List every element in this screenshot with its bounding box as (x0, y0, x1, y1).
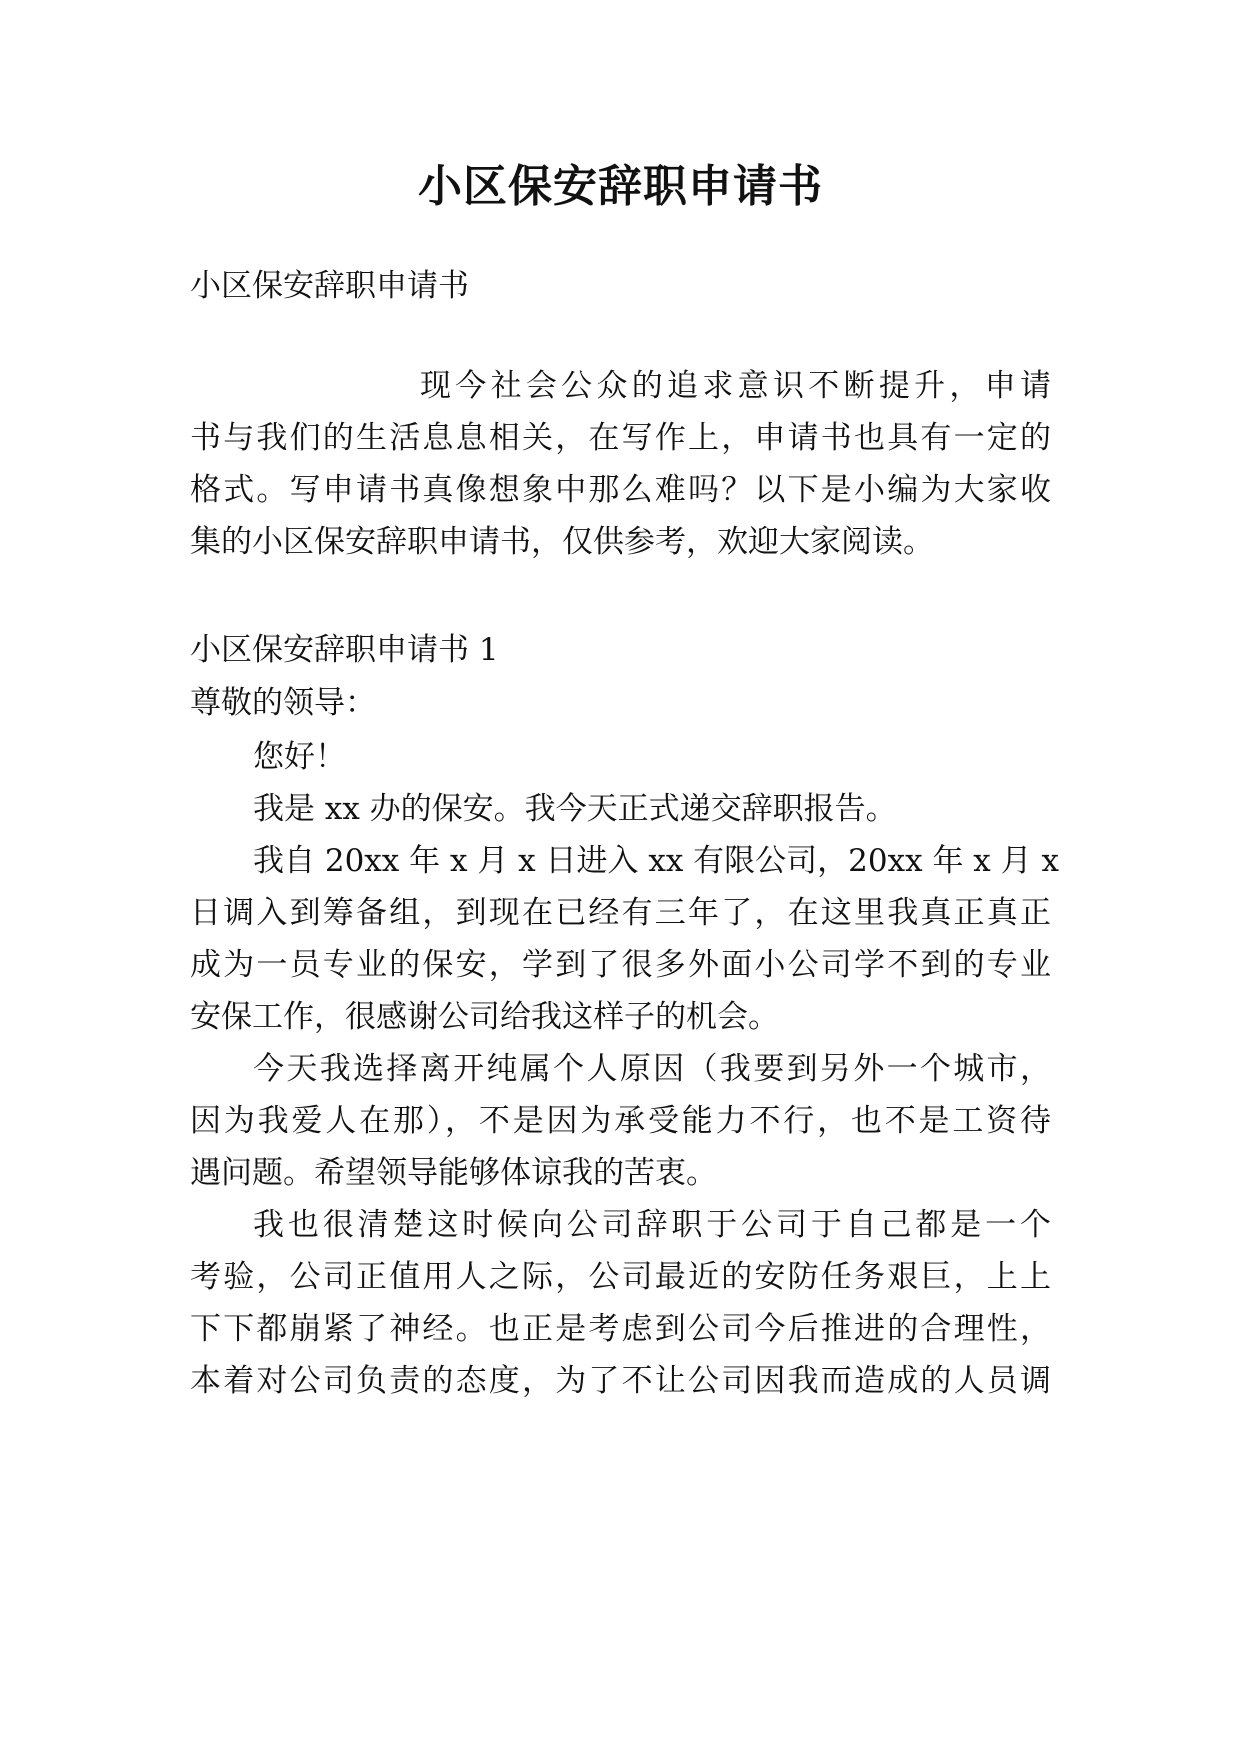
paragraph-2-line: 安保工作，很感谢公司给我这样子的机会。 (190, 999, 779, 1035)
paragraph-4-line: 考验，公司正值用人之际，公司最近的安防任务艰巨，上上 (190, 1259, 1051, 1295)
paragraph-2-line: 成为一员专业的保安，学到了很多外面小公司学不到的专业 (190, 947, 1051, 983)
paragraph-4-line: 我也很清楚这时候向公司辞职于公司于自己都是一个 (253, 1207, 1051, 1243)
intro-line: 现今社会公众的追求意识不断提升，申请 (420, 368, 1051, 404)
greeting: 您好！ (253, 739, 346, 775)
paragraph-4-line: 本着对公司负责的态度，为了不让公司因我而造成的人员调 (190, 1363, 1051, 1399)
paragraph-2-line: 我自 20xx 年 x 月 x 日进入 xx 有限公司，20xx 年 x 月 x (253, 843, 1059, 879)
paragraph-1: 我是 xx 办的保安。我今天正式递交辞职报告。 (253, 791, 897, 827)
document-title: 小区保安辞职申请书 (418, 161, 823, 212)
paragraph-3-line: 今天我选择离开纯属个人原因（我要到另外一个城市， (253, 1051, 1051, 1087)
intro-line: 书与我们的生活息息相关，在写作上，申请书也具有一定的 (190, 420, 1051, 456)
paragraph-3-line: 因为我爱人在那），不是因为承受能力不行，也不是工资待 (190, 1103, 1051, 1139)
paragraph-2-line: 日调入到筹备组，到现在已经有三年了，在这里我真正真正 (190, 895, 1051, 931)
subtitle: 小区保安辞职申请书 (190, 268, 469, 304)
paragraph-4-line: 下下都崩紧了神经。也正是考虑到公司今后推进的合理性， (190, 1311, 1051, 1347)
salutation: 尊敬的领导： (190, 685, 376, 721)
paragraph-3-line: 遇问题。希望领导能够体谅我的苦衷。 (190, 1155, 717, 1191)
intro-line: 集的小区保安辞职申请书，仅供参考，欢迎大家阅读。 (190, 524, 934, 560)
section-heading: 小区保安辞职申请书 1 (190, 632, 499, 668)
intro-line: 格式。写申请书真像想象中那么难吗？以下是小编为大家收 (190, 472, 1051, 508)
